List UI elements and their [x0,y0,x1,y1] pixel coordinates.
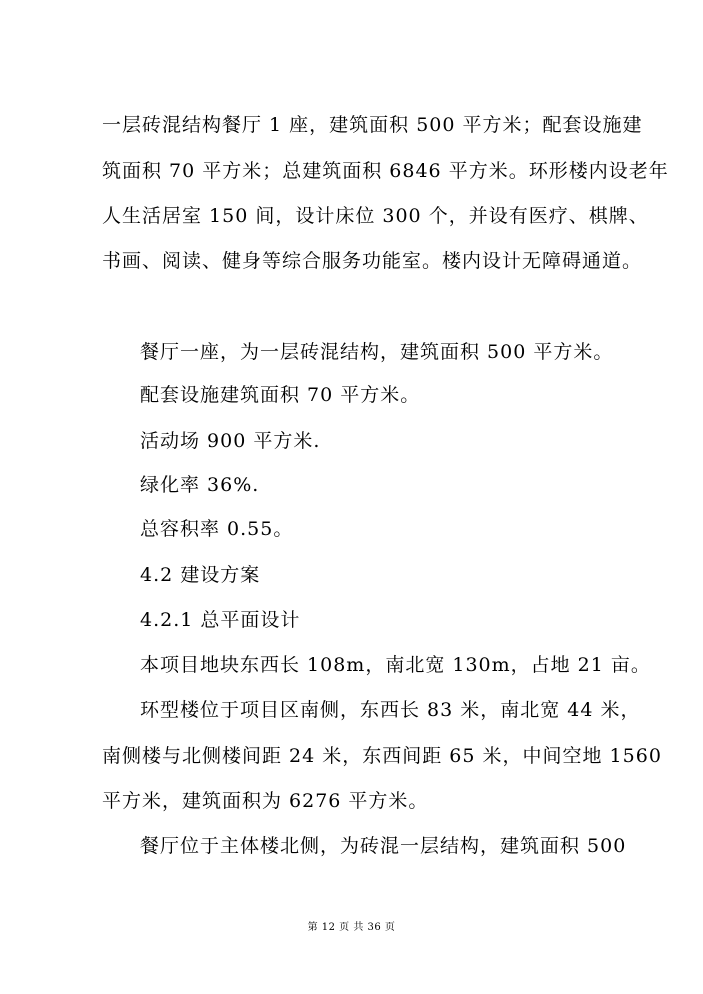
summary-item-facilities: 配套设施建筑面积 70 平方米。 [140,384,421,406]
summary-item-plot-ratio: 总容积率 0.55。 [140,518,294,540]
paragraph-main-line-1: 一层砖混结构餐厅 1 座，建筑面积 500 平方米；配套设施建 [102,114,643,136]
paragraph-main-line-4: 书画、阅读、健身等综合服务功能室。楼内设计无障碍通道。 [102,250,643,272]
page-number-footer: 第 12 页 共 36 页 [307,922,396,933]
summary-item-activity-area: 活动场 900 平方米. [140,430,321,452]
paragraph-main-line-3: 人生活居室 150 间，设计床位 300 个，并设有医疗、棋牌、 [102,205,649,227]
summary-item-greening-rate: 绿化率 36%. [140,474,260,496]
section-heading: 4.2 建设方案 [140,564,261,586]
plan-paragraph-dining-hall: 餐厅位于主体楼北侧，为砖混一层结构，建筑面积 500 [140,835,627,857]
subsection-heading: 4.2.1 总平面设计 [140,609,301,631]
plan-paragraph-ring-building-line-2: 南侧楼与北侧楼间距 24 米，东西间距 65 米，中间空地 1560 [102,745,662,767]
plan-paragraph-ring-building-line-3: 平方米，建筑面积为 6276 平方米。 [102,790,429,812]
paragraph-main-line-2: 筑面积 70 平方米；总建筑面积 6846 平方米。环形楼内设老年 [102,160,669,182]
plan-paragraph-ring-building-line-1: 环型楼位于项目区南侧，东西长 83 米，南北宽 44 米， [140,699,641,721]
summary-item-dining-hall: 餐厅一座，为一层砖混结构，建筑面积 500 平方米。 [140,341,614,363]
plan-paragraph-site: 本项目地块东西长 108m，南北宽 130m，占地 21 亩。 [140,654,651,676]
